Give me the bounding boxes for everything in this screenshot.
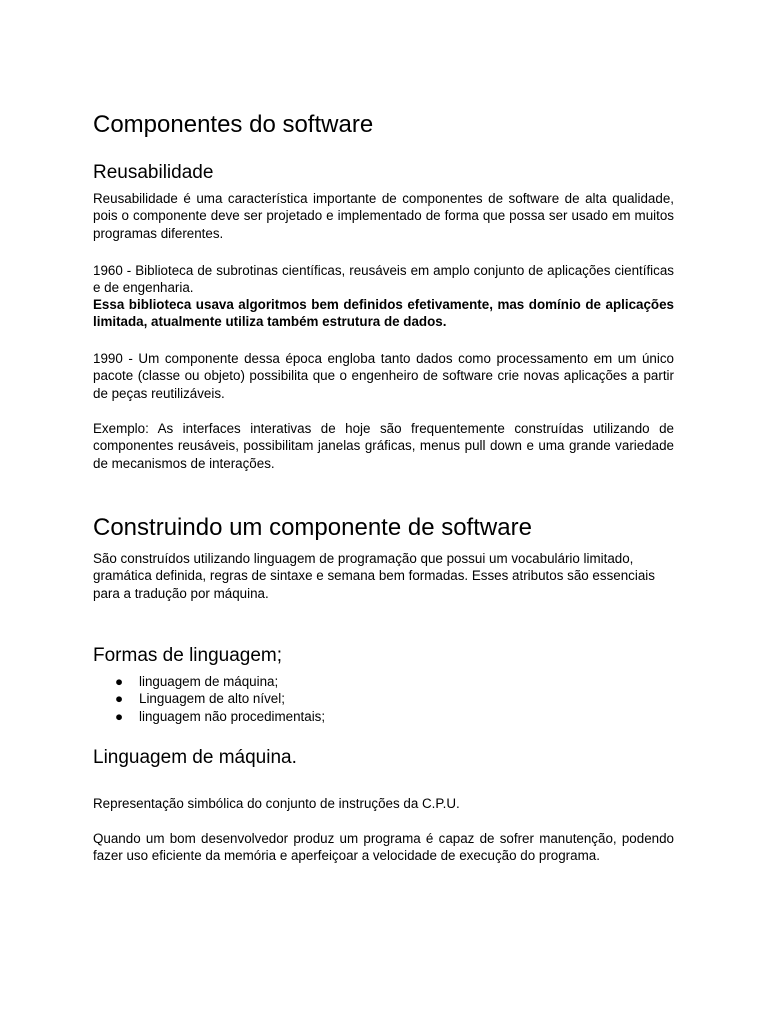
bullet-icon: ● (115, 708, 124, 724)
list-item-label: linguagem de máquina; (139, 674, 279, 689)
paragraph-1960-bold: Essa biblioteca usava algoritmos bem definidos efetivamente, mas domínio de aplicações limitada, atualmente utiliza também estrutura de dados. (93, 297, 674, 330)
bullet-icon: ● (115, 691, 124, 707)
heading-reusabilidade: Reusabilidade (93, 162, 214, 183)
paragraph-exemplo: Exemplo: As interfaces interativas de hoje são frequentemente construídas utilizando de componentes reusáveis, possibilitam janelas gráficas, menus pull down e uma grande variedade de mecanismos de interações. (93, 421, 674, 471)
document-title: Componentes do software (93, 111, 374, 138)
list-item (93, 690, 674, 707)
heading-formas-de-linguagem: Formas de linguagem; (93, 645, 283, 666)
paragraph-desenvolvedor: Quando um bom desenvolvedor produz um programa é capaz de sofrer manutenção, podendo fazer uso eficiente da memória e aperfeiçoar a velocidade de execução do programa. (93, 831, 674, 864)
bullet-icon: ● (115, 674, 124, 689)
paragraph-1990: 1990 - Um componente dessa época engloba tanto dados como processamento em um único pacote (classe ou objeto) possibilita que o engenheiro de software crie novas aplicações a partir de peças reutilizáveis. (93, 351, 674, 401)
language-forms-list (93, 673, 674, 725)
paragraph-construindo: São construídos utilizando linguagem de programação que possui um vocabulário limitado, gramática definida, regras de sintaxe e semana bem formadas. Esses atributos são essenciais para a tradução por máquina. (93, 551, 655, 601)
heading-construindo: Construindo um componente de software (93, 514, 532, 541)
list-item (93, 673, 674, 690)
paragraph-reusabilidade-intro: Reusabilidade é uma característica importante de componentes de software de alta qualidade, pois o componente deve ser projetado e implementado de forma que possa ser usado em muitos programas diferentes. (93, 191, 674, 241)
paragraph-representacao: Representação simbólica do conjunto de instruções da C.P.U. (93, 796, 460, 811)
paragraph-1960: 1960 - Biblioteca de subrotinas científicas, reusáveis em amplo conjunto de aplicações científicas e de engenharia. (93, 263, 674, 296)
list-item-label: linguagem não procedimentais; (139, 708, 326, 724)
heading-linguagem-de-maquina: Linguagem de máquina. (93, 747, 297, 768)
list-item (93, 708, 674, 725)
list-item-label: Linguagem de alto nível; (139, 691, 285, 707)
